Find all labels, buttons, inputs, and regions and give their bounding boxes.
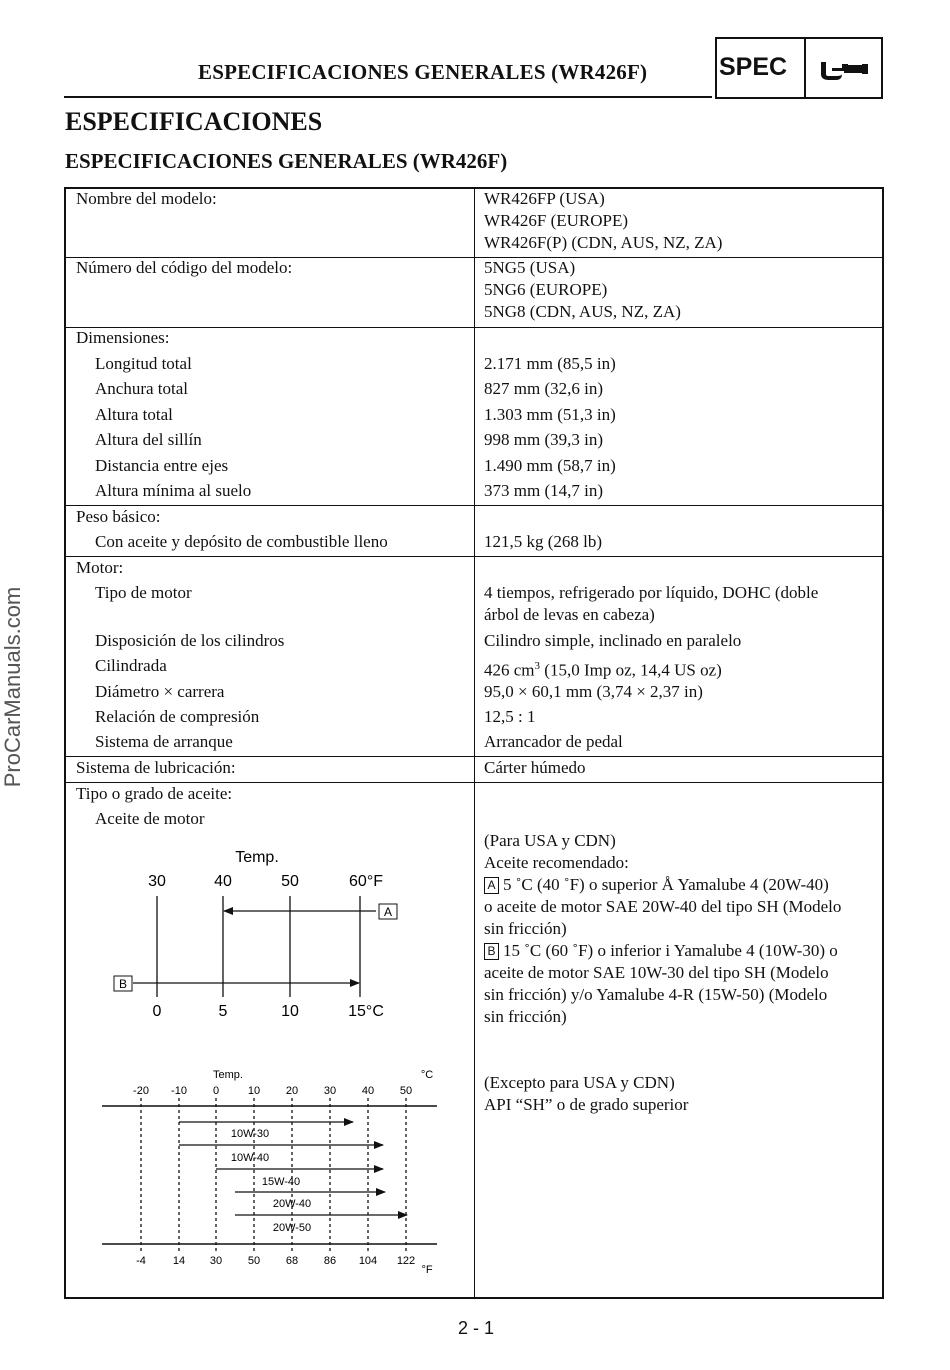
oil-note-b-line: aceite de motor SAE 10W-30 del tipo SH (Modelo (484, 963, 829, 982)
starting-value: Arrancador de pedal (484, 732, 623, 751)
model-name-label: Nombre del modelo: (76, 189, 217, 208)
oil-note-a-line: sin fricción) (484, 919, 567, 938)
dimension-value: 1.490 mm (58,7 in) (484, 456, 616, 475)
dimension-value: 2.171 mm (85,5 in) (484, 354, 616, 373)
chart1-top-label: 60°F (349, 873, 383, 890)
chart2-f-label: 50 (247, 1255, 261, 1267)
grade-label-20w40: 20W-40 (272, 1198, 312, 1210)
oil-usa-heading: (Para USA y CDN) (484, 831, 616, 850)
grade-label-10w40: 10W-40 (230, 1152, 270, 1164)
weight-label: Peso básico: (76, 507, 161, 526)
model-name-value: WR426F (EUROPE) (484, 211, 629, 230)
subsection-heading: ESPECIFICACIONES GENERALES (WR426F) (65, 149, 508, 173)
oil-note-b-line: sin fricción) (484, 1007, 567, 1026)
chart2-title: Temp. (213, 1069, 243, 1081)
marker-b: B (484, 943, 499, 960)
section-heading: ESPECIFICACIONES (65, 107, 323, 136)
chart2-f-label: 68 (285, 1255, 299, 1267)
dimensions-label: Dimensiones: (76, 328, 170, 347)
dimension-label: Distancia entre ejes (95, 456, 229, 475)
chart2-unit-c: °C (420, 1069, 434, 1081)
oil-note-a-text: 5 ˚C (40 ˚F) o superior Å Yamalube 4 (20W-40) (503, 875, 829, 894)
grade-label-20w50: 20W-50 (272, 1222, 312, 1234)
chart1-bottom-label: 5 (218, 1003, 228, 1020)
compression-label: Relación de compresión (95, 707, 260, 726)
grade-label-15w40: 15W-40 (261, 1176, 301, 1188)
oil-note-a-line: o aceite de motor SAE 20W-40 del tipo SH (Modelo (484, 897, 842, 916)
engine-type-value: árbol de levas en cabeza) (484, 605, 655, 624)
lubrication-label: Sistema de lubricación: (76, 758, 236, 777)
chart1-marker-b: B (118, 977, 128, 991)
weight-row-label: Con aceite y depósito de combustible lleno (95, 532, 388, 551)
chart2-c-label: 10 (247, 1085, 261, 1097)
dimension-value: 827 mm (32,6 in) (484, 379, 603, 398)
dimension-label: Altura total (95, 405, 173, 424)
dimension-value: 373 mm (14,7 in) (484, 481, 603, 500)
oil-label: Tipo o grado de aceite: (76, 784, 233, 803)
oil-api-grade: API “SH” o de grado superior (484, 1095, 689, 1114)
grade-label-10w30: 10W-30 (230, 1128, 270, 1140)
spec-badge: SPEC (719, 53, 788, 81)
header-title: ESPECIFICACIONES GENERALES (WR426F) (198, 60, 648, 84)
bore-stroke-value: 95,0 × 60,1 mm (3,74 × 2,37 in) (484, 682, 703, 701)
page-number: 2 - 1 (458, 1318, 495, 1338)
model-code-label: Número del código del modelo: (76, 258, 293, 277)
chart2-f-label: 14 (172, 1255, 186, 1267)
lubrication-value: Cárter húmedo (484, 758, 586, 777)
engine-type-value: 4 tiempos, refrigerado por líquido, DOHC (doble (484, 583, 819, 602)
model-name-value: WR426F(P) (CDN, AUS, NZ, ZA) (484, 233, 723, 252)
chart2-f-label: 86 (323, 1255, 337, 1267)
oil-recommended: Aceite recomendado: (484, 853, 629, 872)
chart2-f-label: 122 (396, 1255, 416, 1267)
dimension-value: 998 mm (39,3 in) (484, 430, 603, 449)
chart2-f-label: 104 (358, 1255, 378, 1267)
chart1-bottom-label: 0 (152, 1003, 162, 1020)
oil-note-b-line: sin fricción) y/o Yamalube 4-R (15W-50) (Modelo (484, 985, 828, 1004)
chart2-unit-f: °F (421, 1264, 433, 1276)
weight-row-value: 121,5 kg (268 lb) (484, 532, 603, 551)
dimension-label: Longitud total (95, 354, 192, 373)
displacement-value-main: 426 cm (484, 660, 535, 680)
dimension-label: Anchura total (95, 379, 188, 398)
engine-oil-label: Aceite de motor (95, 809, 205, 828)
chart2-c-label: -10 (171, 1085, 187, 1097)
oil-note-b-text: 15 ˚C (60 ˚F) o inferior i Yamalube 4 (10W-30) o (503, 941, 838, 960)
chart1-bottom-label: 15°C (348, 1003, 384, 1020)
model-code-value: 5NG6 (EUROPE) (484, 280, 608, 299)
chart2-c-label: 30 (323, 1085, 337, 1097)
model-name-value: WR426FP (USA) (484, 189, 605, 208)
engine-label: Motor: (76, 558, 124, 577)
chart2-c-label: 40 (361, 1085, 375, 1097)
model-code-value: 5NG5 (USA) (484, 258, 576, 277)
marker-a: A (484, 877, 499, 894)
dimension-label: Altura mínima al suelo (95, 481, 252, 500)
watermark-text: ProCarManuals.com (0, 586, 25, 788)
chart1-marker-a: A (383, 905, 393, 919)
chart2-c-label: -20 (133, 1085, 149, 1097)
cylinder-layout-label: Disposición de los cilindros (95, 631, 285, 650)
chart1-top-label: 50 (281, 873, 299, 890)
chart1-bottom-label: 10 (281, 1003, 299, 1020)
dimension-value: 1.303 mm (51,3 in) (484, 405, 616, 424)
chart2-c-label: 50 (399, 1085, 413, 1097)
cylinder-layout-value: Cilindro simple, inclinado en paralelo (484, 631, 742, 650)
engine-type-label: Tipo de motor (95, 583, 192, 602)
chart1-top-label: 30 (148, 873, 166, 890)
displacement-value-rest: (15,0 Imp oz, 14,4 US oz) (540, 660, 722, 680)
oil-except-heading: (Excepto para USA y CDN) (484, 1073, 675, 1092)
displacement-label: Cilindrada (95, 656, 167, 675)
starting-label: Sistema de arranque (95, 732, 233, 751)
model-code-value: 5NG8 (CDN, AUS, NZ, ZA) (484, 302, 681, 321)
chart2-c-label: 0 (212, 1085, 220, 1097)
bore-stroke-label: Diámetro × carrera (95, 682, 225, 701)
displacement-superscript: 3 (534, 660, 541, 672)
chart1-title: Temp. (235, 849, 279, 866)
compression-value: 12,5 : 1 (484, 707, 536, 726)
chart2-c-label: 20 (285, 1085, 299, 1097)
chart2-f-label: 30 (209, 1255, 223, 1267)
chart2-f-label: -4 (136, 1255, 146, 1267)
dimension-label: Altura del sillín (95, 430, 202, 449)
chart1-top-label: 40 (214, 873, 232, 890)
